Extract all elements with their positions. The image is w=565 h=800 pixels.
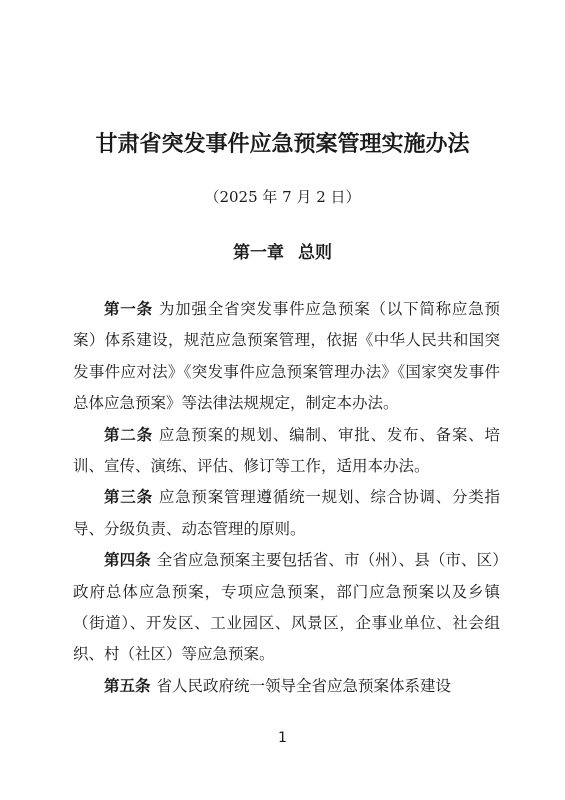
document-title: 甘肃省突发事件应急预案管理实施办法	[95, 132, 470, 157]
page-number: 1	[278, 730, 287, 746]
article-label: 第三条	[104, 488, 153, 507]
chapter-number: 第一章	[233, 243, 284, 263]
chapter-name: 总则	[298, 243, 332, 263]
article-text: 应急预案的规划、编制、审批、发布、备案、培训、宣传、演练、评估、修订等工作，适用本办法。	[73, 425, 500, 476]
article-label: 第四条	[104, 551, 151, 570]
article-label: 第一条	[104, 300, 153, 318]
article-label: 第二条	[104, 425, 153, 444]
article-1	[73, 294, 500, 420]
article-text: 省人民政府统一领导全省应急预案体系建设	[156, 676, 452, 695]
document-date: （2025 年 7 月 2 日）	[204, 188, 361, 206]
article-label: 第五条	[104, 676, 151, 695]
article-5	[73, 671, 500, 702]
article-2	[73, 420, 500, 483]
article-text: 应急预案管理遵循统一规划、综合协调、分类指导、分级负责、动态管理的原则。	[73, 488, 500, 538]
article-text: 为加强全省突发事件应急预案（以下简称应急预案）体系建设，规范应急预案管理，依据《中华人民共和国突发事件应对法》《突发事件应急预案管理办法》《国家突发事件总体应急预案》等法律法规规定，制定本办法。	[73, 300, 500, 413]
article-text: 全省应急预案主要包括省、市（州）、县（市、区）政府总体应急预案，专项应急预案，部门应急预案以及乡镇（街道）、开发区、工业园区、风景区，企事业单位、社会组织、村（社区）等应急预案。	[73, 551, 500, 664]
article-4	[73, 545, 500, 671]
article-3	[73, 482, 500, 545]
document-body	[73, 294, 500, 702]
chapter-heading	[0, 241, 565, 265]
